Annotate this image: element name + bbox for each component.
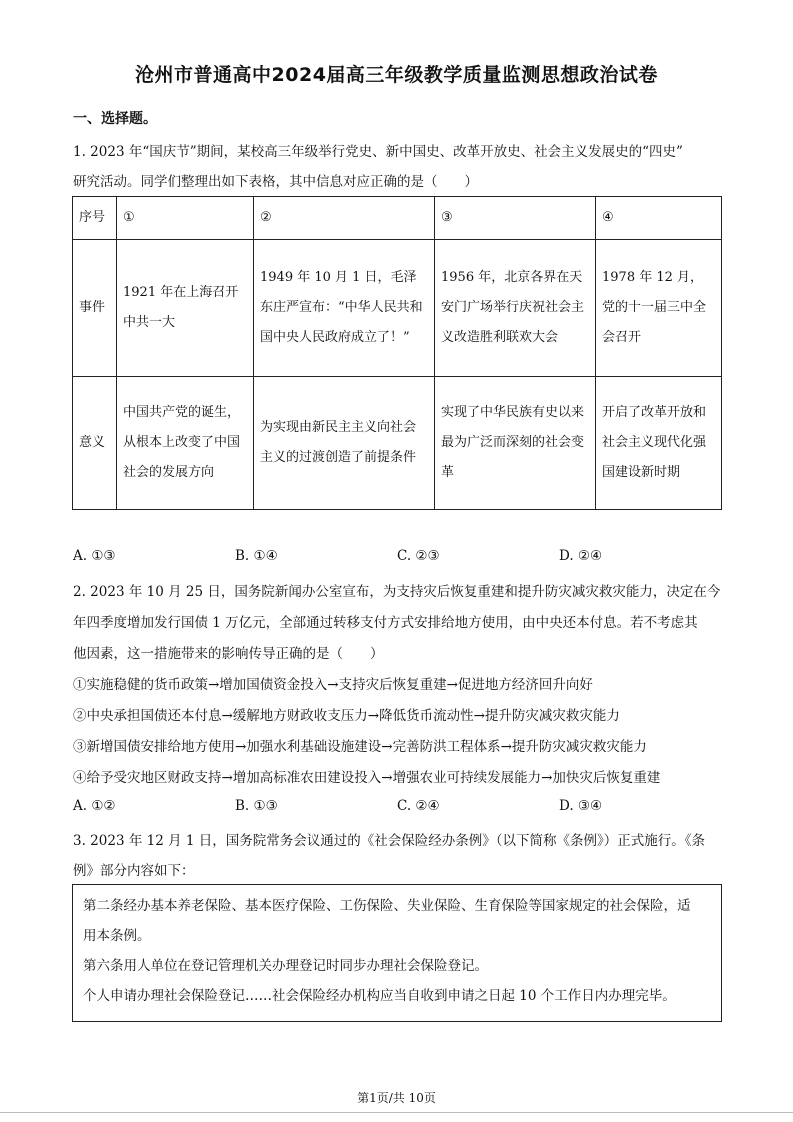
q1-table — [72, 196, 722, 510]
q3-stem-line2: 例》部分内容如下： — [73, 863, 195, 879]
q2-item-1: ①实施稳健的货币政策→增加国债资金投入→支持灾后恢复重建→促进地方经济回升向好 — [73, 677, 593, 693]
q2-stem-line2: 年四季度增加发行国债 1 万亿元，全部通过转移支付方式安排给地方使用，由中央还本付息。若不考虑其 — [73, 615, 698, 631]
event-cell: 1949 年 10 月 1 日，毛泽东庄严宣布：“中华人民共和国中央人民政府成立了！” — [254, 240, 435, 377]
table-row-events — [73, 240, 722, 377]
q1-stem-line1: 1. 2023 年“国庆节”期间，某校高三年级举行党史、新中国史、改革开放史、社会主义发展史的“四史” — [73, 144, 683, 160]
meaning-cell: 开启了改革开放和社会主义现代化强国建设新时期 — [596, 377, 722, 510]
table-header-row — [73, 197, 722, 240]
row-label-meaning: 意义 — [73, 377, 117, 510]
q2-option-d[interactable]: D. ③④ — [559, 798, 603, 814]
q2-option-c[interactable]: C. ②④ — [397, 798, 440, 814]
meaning-cell: 实现了中华民族有史以来最为广泛而深刻的社会变革 — [435, 377, 596, 510]
table-header-cell: ④ — [596, 197, 722, 240]
table-header-cell: ② — [254, 197, 435, 240]
q3-excerpt-box — [72, 884, 722, 1022]
table-header-cell: ③ — [435, 197, 596, 240]
page-title: 沧州市普通高中2024届高三年级教学质量监测思想政治试卷 — [135, 64, 658, 86]
q2-stem-line3: 他因素，这一措施带来的影响传导正确的是（ ） — [73, 646, 384, 662]
q2-stem-line1: 2. 2023 年 10 月 25 日，国务院新闻办公室宣布，为支持灾后恢复重建和提升防灾减灾救灾能力，决定在今 — [73, 584, 721, 600]
q2-option-b[interactable]: B. ①③ — [235, 798, 278, 814]
event-cell: 1978 年 12 月，党的十一届三中全会召开 — [596, 240, 722, 377]
table-header-cell: ① — [117, 197, 254, 240]
q2-option-a[interactable]: A. ①② — [73, 798, 116, 814]
meaning-cell: 为实现由新民主主义向社会主义的过渡创造了前提条件 — [254, 377, 435, 510]
q1-options — [73, 548, 723, 568]
q3-box-line: 第六条用人单位在登记管理机关办理登记时同步办理社会保险登记。 — [83, 958, 488, 974]
q2-item-3: ③新增国债安排给地方使用→加强水利基础设施建设→完善防洪工程体系→提升防灾减灾救灾能力 — [73, 739, 647, 755]
q3-box-line: 用本条例。 — [83, 928, 151, 944]
q1-stem-line2: 研究活动。同学们整理出如下表格，其中信息对应正确的是（ ） — [73, 174, 478, 190]
q1-option-a[interactable]: A. ①③ — [73, 548, 116, 564]
event-cell: 1921 年在上海召开中共一大 — [117, 240, 254, 377]
footer-divider — [0, 1112, 793, 1113]
q1-option-d[interactable]: D. ②④ — [559, 548, 603, 564]
table-header-cell: 序号 — [73, 197, 117, 240]
q3-box-line: 个人申请办理社会保险登记……社会保险经办机构应当自收到申请之日起 10 个工作日内办理完毕。 — [83, 988, 676, 1004]
q2-item-2: ②中央承担国债还本付息→缓解地方财政收支压力→降低货币流动性→提升防灾减灾救灾能力 — [73, 708, 620, 724]
q3-box-line: 第二条经办基本养老保险、基本医疗保险、工伤保险、失业保险、生育保险等国家规定的社会保险，适 — [83, 898, 691, 914]
meaning-cell: 中国共产党的诞生，从根本上改变了中国社会的发展方向 — [117, 377, 254, 510]
q1-option-c[interactable]: C. ②③ — [397, 548, 440, 564]
q2-options — [73, 798, 723, 818]
q2-item-4: ④给予受灾地区财政支持→增加高标准农田建设投入→增强农业可持续发展能力→加快灾后恢复重建 — [73, 770, 661, 786]
page-footer: 第1页/共 10页 — [357, 1091, 436, 1105]
row-label-event: 事件 — [73, 240, 117, 377]
q3-stem-line1: 3. 2023 年 12 月 1 日，国务院常务会议通过的《社会保险经办条例》（以下简称《条例》）正式施行。《条 — [73, 833, 706, 849]
event-cell: 1956 年，北京各界在天安门广场举行庆祝社会主义改造胜利联欢大会 — [435, 240, 596, 377]
q1-option-b[interactable]: B. ①④ — [235, 548, 278, 564]
table-row-meanings — [73, 377, 722, 510]
section-heading: 一、选择题。 — [73, 111, 157, 127]
